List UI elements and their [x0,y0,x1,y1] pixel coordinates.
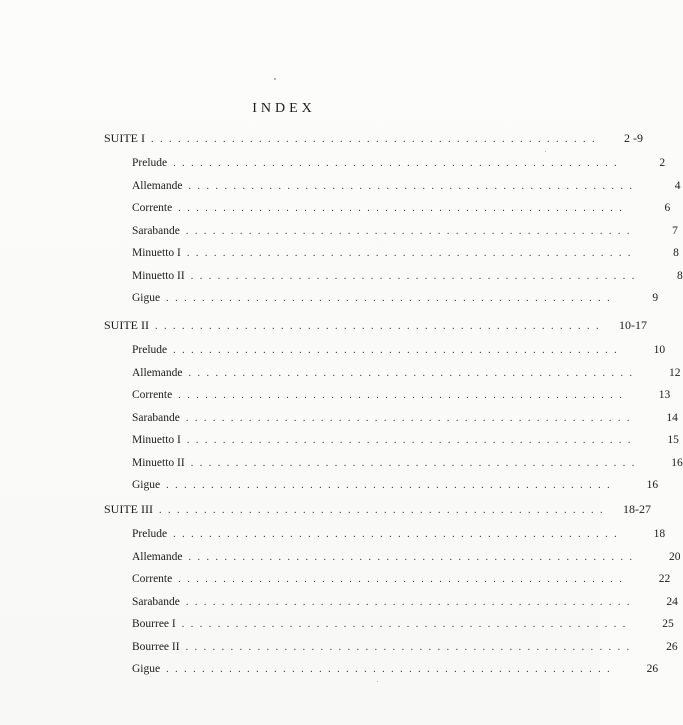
index-entry [104,269,683,293]
page-number: 7 [672,224,678,237]
dot-leader: .................................................. [190,270,641,282]
suite-section-1 [104,131,683,315]
movement-title: Bourree II [132,640,180,653]
page-number: 20 [668,550,681,563]
dot-leader: .................................................. [186,248,637,259]
movement-title: Sarabande [132,224,180,237]
dot-leader: .................................................. [186,435,637,446]
dot-leader: .................................................. [173,158,624,169]
suite-heading [104,131,643,157]
dot-leader: .................................................. [155,321,605,332]
page-number: 9 [652,292,659,304]
dot-leader: .................................................. [178,203,629,214]
movement-title: Corrente [132,202,173,214]
movement-title: Gigue [132,479,161,491]
suite-page-range: 18-27 [622,502,651,516]
page-number: 2 [659,157,666,169]
page-number: 14 [666,411,678,424]
page-number: 22 [658,573,671,585]
dot-leader: .................................................. [188,367,639,379]
movement-title: Sarabande [132,411,180,424]
page-number: 18 [653,528,666,540]
index-entry [104,595,678,619]
page-number: 12 [668,366,681,379]
index-entry [104,179,681,203]
movement-title: Gigue [132,292,161,304]
dot-leader: .................................................. [173,345,624,356]
index-entry [104,157,666,180]
dot-leader: .................................................. [181,619,632,630]
paper-speck [274,78,276,80]
dot-leader: .................................................. [185,641,636,653]
page-number: 8 [676,269,683,282]
dot-leader: .................................................. [188,180,639,192]
dot-leader: .................................................. [190,457,641,469]
page-number: 26 [666,640,678,653]
dot-leader: .................................................. [166,480,617,491]
index-entry [104,202,671,225]
page-number: 15 [667,434,679,446]
page-number: 4 [674,179,681,192]
movement-title: Allemande [132,366,183,379]
index-entry [104,344,666,367]
suite-title: SUITE II [104,318,149,332]
suite-section-2 [104,318,683,502]
page-number: 25 [662,618,674,630]
page-number: 24 [666,595,678,608]
index-entry [104,224,678,248]
suite-page-range: 2 -9 [624,131,643,145]
page-number: 16 [646,479,659,491]
movement-title: Minuetto I [132,247,181,259]
page-title: INDEX [252,101,316,116]
page-number: 13 [658,389,671,401]
movement-title: Minuetto I [132,434,181,446]
suite-title: SUITE III [104,502,153,516]
dot-leader: .................................................. [188,551,639,563]
movement-title: Prelude [132,157,168,169]
dot-leader: .................................................. [166,664,617,675]
movement-title: Gigue [132,663,161,675]
index-entry [104,618,674,641]
suite-heading [104,502,651,528]
movement-title: Corrente [132,389,173,401]
index-entry [104,640,678,664]
dot-leader: .................................................. [185,225,636,237]
movement-title: Sarabande [132,595,180,608]
dot-leader: .................................................. [178,390,629,401]
dot-leader: .................................................. [185,412,636,424]
dot-leader: .................................................. [173,529,624,540]
movement-title: Corrente [132,573,173,585]
index-entry [104,411,678,435]
movement-title: Prelude [132,528,168,540]
movement-title: Prelude [132,344,168,356]
dot-leader: .................................................. [178,574,629,585]
index-entry [104,663,659,686]
dot-leader: .................................................. [158,505,609,516]
suite-title: SUITE I [104,131,145,145]
dot-leader: .................................................. [151,134,601,145]
index-entry [104,479,659,502]
page-number: 8 [673,247,679,259]
movement-title: Minuetto II [132,456,185,469]
paper-speck [545,151,546,152]
movement-title: Allemande [132,179,183,192]
index-entry [104,366,681,390]
index-entry [104,292,659,315]
suite-heading [104,318,647,344]
index-entry [104,550,681,574]
page-number: 26 [646,663,659,675]
index-entry [104,456,683,480]
suite-section-3 [104,502,681,686]
dot-leader: .................................................. [185,596,636,608]
dot-leader: .................................................. [166,293,617,304]
index-entry [104,247,679,270]
movement-title: Bourree I [132,618,176,630]
movement-title: Allemande [132,550,183,563]
index-entry [104,573,671,596]
page-number: 6 [664,202,671,214]
movement-title: Minuetto II [132,269,185,282]
page-number: 16 [671,456,683,469]
page-number: 10 [653,344,666,356]
suite-page-range: 10-17 [619,318,647,332]
index-entry [104,389,671,412]
index-entry [104,528,666,551]
index-entry [104,434,679,457]
